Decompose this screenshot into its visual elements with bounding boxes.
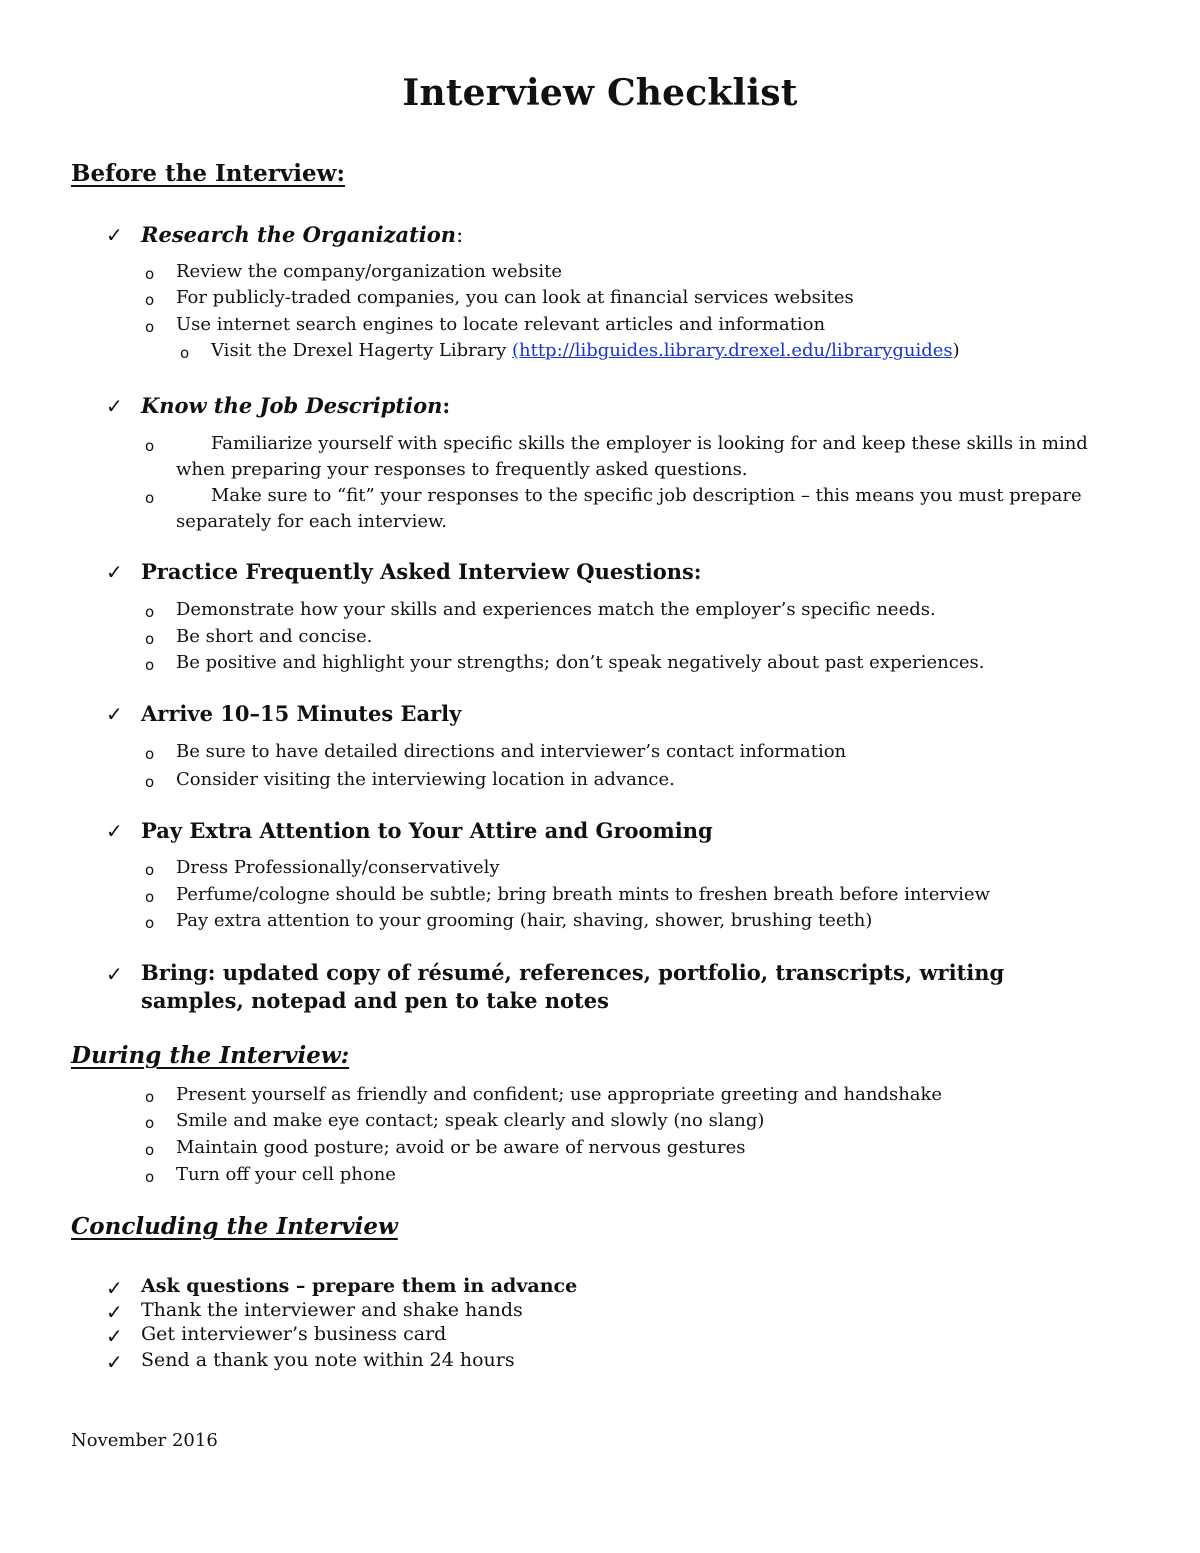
checkmark-icon: ✓ (106, 702, 123, 726)
list-item: Use internet search engines to locate relevant articles and information (176, 314, 826, 335)
arrive-heading: Arrive 10–15 Minutes Early (141, 701, 462, 726)
bullet-icon: o (145, 888, 155, 906)
list-item: Familiarize yourself with specific skills the employer is looking for and keep these skills in mind (211, 433, 1088, 454)
list-item: Smile and make eye contact; speak clearly and slowly (no slang) (176, 1110, 765, 1131)
bring-heading-continuation: samples, notepad and pen to take notes (141, 988, 609, 1013)
bullet-icon: o (145, 1114, 155, 1132)
list-item: Thank the interviewer and shake hands (141, 1299, 523, 1321)
list-item: Dress Professionally/conservatively (176, 857, 500, 878)
checkmark-icon: ✓ (106, 394, 123, 418)
section-heading-concluding: Concluding the Interview (71, 1213, 398, 1240)
list-item: Ask questions – prepare them in advance (141, 1275, 578, 1297)
bullet-icon: o (145, 861, 155, 879)
bullet-icon: o (145, 489, 155, 507)
checkmark-icon: ✓ (106, 1300, 123, 1324)
bullet-icon: o (145, 656, 155, 674)
bullet-icon: o (145, 1088, 155, 1106)
bullet-icon: o (145, 291, 155, 309)
bullet-icon: o (145, 773, 155, 791)
list-item: Consider visiting the interviewing location in advance. (176, 769, 675, 790)
list-item-library: Visit the Drexel Hagerty Library (http://libguides.library.drexel.edu/libraryguides) (211, 340, 960, 361)
list-item-continuation: when preparing your responses to frequently asked questions. (176, 459, 748, 480)
bullet-icon: o (145, 265, 155, 283)
bullet-icon: o (145, 745, 155, 763)
library-link[interactable]: (http://libguides.library.drexel.edu/libraryguides (511, 340, 953, 361)
list-item: Get interviewer’s business card (141, 1323, 447, 1345)
checkmark-icon: ✓ (106, 819, 123, 843)
list-item: Review the company/organization website (176, 261, 563, 282)
bullet-icon: o (145, 914, 155, 932)
practice-heading: Practice Frequently Asked Interview Questions: (141, 559, 702, 584)
section-heading-before: Before the Interview: (71, 160, 345, 187)
footer-date: November 2016 (71, 1430, 218, 1451)
list-item: Make sure to “fit” your responses to the specific job description – this means you must prepare (211, 485, 1082, 506)
bullet-icon: o (145, 603, 155, 621)
checkmark-icon: ✓ (106, 223, 123, 247)
list-item: Maintain good posture; avoid or be aware of nervous gestures (176, 1137, 746, 1158)
job-description-heading: Know the Job Description: (141, 393, 451, 418)
list-item: Demonstrate how your skills and experiences match the employer’s specific needs. (176, 599, 936, 620)
checkmark-icon: ✓ (106, 1276, 123, 1300)
list-item: Perfume/cologne should be subtle; bring breath mints to freshen breath before interview (176, 884, 990, 905)
list-item: Be short and concise. (176, 626, 373, 647)
bullet-icon: o (145, 318, 155, 336)
bullet-icon: o (145, 1168, 155, 1186)
research-heading: Research the Organization: (141, 222, 464, 247)
section-heading-during: During the Interview: (71, 1042, 350, 1069)
list-item: Turn off your cell phone (176, 1164, 396, 1185)
list-item: Be positive and highlight your strengths; don’t speak negatively about past experiences. (176, 652, 985, 673)
list-item: Be sure to have detailed directions and interviewer’s contact information (176, 741, 847, 762)
attire-heading: Pay Extra Attention to Your Attire and Grooming (141, 818, 713, 843)
bullet-icon: o (145, 437, 155, 455)
bullet-icon: o (145, 630, 155, 648)
list-item: Send a thank you note within 24 hours (141, 1349, 515, 1371)
page-title: Interview Checklist (402, 72, 798, 114)
bullet-icon: o (145, 1141, 155, 1159)
list-item: Pay extra attention to your grooming (hair, shaving, shower, brushing teeth) (176, 910, 873, 931)
list-item: Present yourself as friendly and confident; use appropriate greeting and handshake (176, 1084, 943, 1105)
list-item-continuation: separately for each interview. (176, 511, 448, 532)
checkmark-icon: ✓ (106, 1350, 123, 1374)
checkmark-icon: ✓ (106, 560, 123, 584)
list-item: For publicly-traded companies, you can look at financial services websites (176, 287, 854, 308)
checkmark-icon: ✓ (106, 1324, 123, 1348)
bullet-icon: o (180, 344, 190, 362)
bring-heading: Bring: updated copy of résumé, references, portfolio, transcripts, writing (141, 960, 1005, 985)
checkmark-icon: ✓ (106, 962, 123, 986)
